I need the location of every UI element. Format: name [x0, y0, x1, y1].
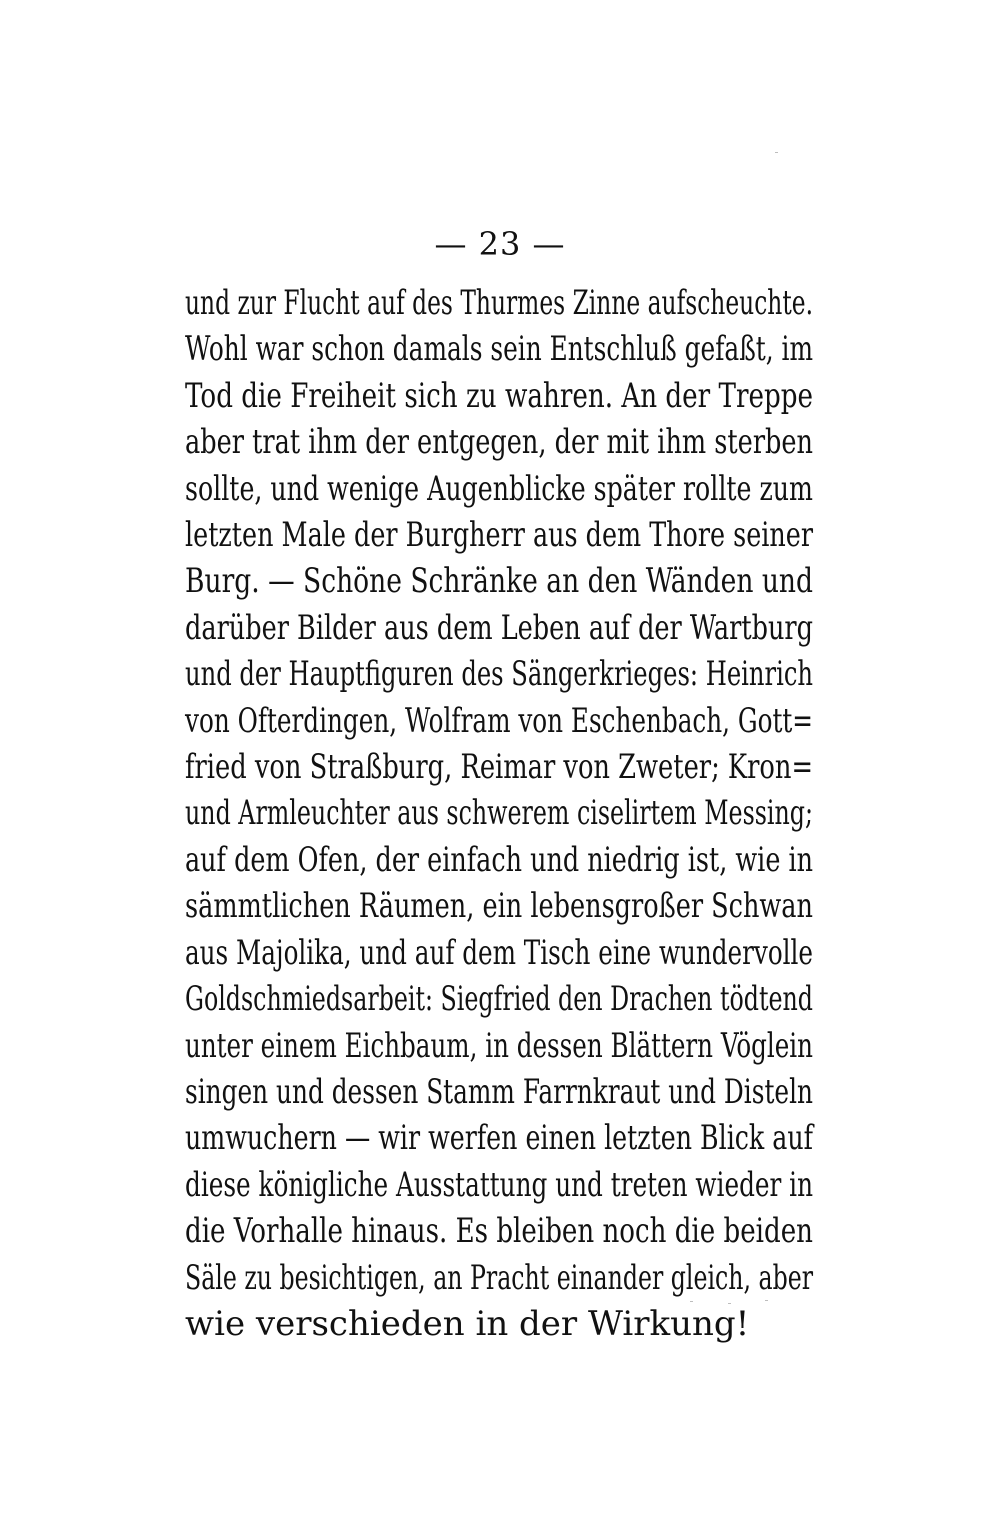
text-line: letzten Male der Burgherr aus dem Thore seiner: [185, 515, 813, 556]
text-line: und der Hauptfiguren des Sängerkrieges: Heinrich: [185, 654, 813, 695]
text-line: von Ofterdingen, Wolfram von Eschenbach, Gott=: [185, 700, 813, 741]
paper-speck: [690, 1301, 693, 1302]
text-line: diese königliche Ausstattung und treten wieder in: [185, 1164, 813, 1205]
text-line: und Armleuchter aus schwerem ciselirtem Messing;: [185, 793, 813, 834]
body-text: [185, 280, 813, 1347]
paper-speck: [775, 152, 778, 153]
text-line: Wohl war schon damals sein Entschluß gefaßt, im: [185, 329, 813, 370]
text-line: wie verschieden in der Wirkung!: [185, 1303, 750, 1344]
text-line: auf dem Ofen, der einfach und niedrig ist, wie in: [185, 839, 813, 880]
text-line: sämmtlichen Räumen, ein lebensgroßer Schwan: [185, 886, 813, 927]
paper-speck: [765, 1300, 768, 1301]
text-line: die Vorhalle hinaus. Es bleiben noch die beiden: [185, 1211, 813, 1252]
text-line: aus Majolika, und auf dem Tisch eine wundervolle: [185, 932, 813, 973]
page-number: — 23 —: [434, 225, 566, 263]
text-line: und zur Flucht auf des Thurmes Zinne aufscheuchte.: [185, 283, 813, 323]
text-line: darüber Bilder aus dem Leben auf der Wartburg: [185, 607, 813, 648]
text-line: aber trat ihm der entgegen, der mit ihm sterben: [185, 422, 813, 463]
text-line: umwuchern — wir werfen einen letzten Blick auf: [185, 1118, 813, 1159]
text-line: sollte, und wenige Augenblicke später rollte zum: [185, 468, 813, 509]
text-line: Säle zu besichtigen, an Pracht einander gleich, aber: [185, 1257, 813, 1298]
text-line: Tod die Freiheit sich zu wahren. An der Treppe: [185, 375, 813, 416]
text-line: fried von Straßburg, Reimar von Zweter; Kron=: [185, 747, 813, 788]
text-line: Burg. — Schöne Schränke an den Wänden und: [185, 561, 813, 602]
text-line: singen und dessen Stamm Farrnkraut und Disteln: [185, 1071, 813, 1112]
paper-speck: [728, 1303, 731, 1304]
text-line: Goldschmiedsarbeit: Siegfried den Drachen tödtend: [185, 979, 813, 1020]
text-line: unter einem Eichbaum, in dessen Blättern Vöglein: [185, 1025, 813, 1066]
